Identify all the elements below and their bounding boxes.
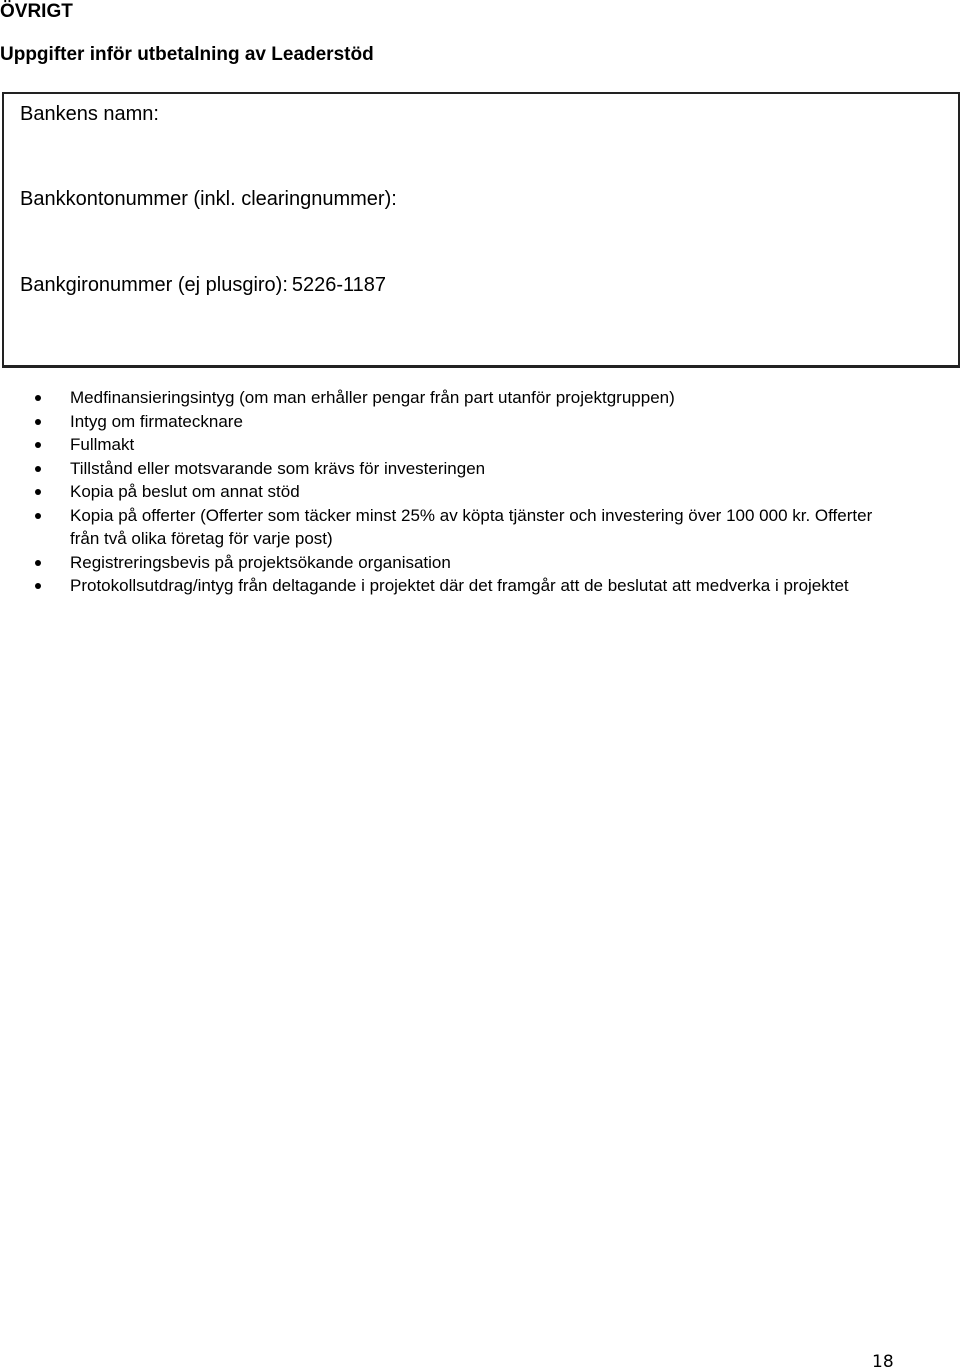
account-number-field[interactable] [20,187,401,211]
bankgiro-label: Bankgironummer (ej plusgiro): [20,274,288,296]
list-item [0,433,900,457]
bankgiro-value: 5226-1187 [291,274,387,296]
attachment-list [0,386,900,598]
list-item [0,410,900,434]
bank-name-label: Bankens namn: [20,103,159,125]
payment-details-heading: Uppgifter inför utbetalning av Leaderstöd [0,44,374,65]
bullet-icon [35,395,41,401]
bullet-icon [35,583,41,589]
page-number: 18 [872,1352,894,1372]
bankgiro-field[interactable] [20,273,386,297]
list-item [0,386,900,410]
list-item-text: Medfinansieringsintyg (om man erhåller pengar från part utanför projektgruppen) [70,388,675,407]
list-item-text: Kopia på beslut om annat stöd [70,482,300,501]
list-item-text: Protokollsutdrag/intyg från deltagande i projektet där det framgår att de beslutat att medverka i projektet [70,576,849,595]
list-item-text: Intyg om firmatecknare [70,411,243,431]
list-item [0,504,900,551]
list-item [0,457,900,481]
bullet-icon [35,466,41,472]
list-item-text: Tillstånd eller motsvarande som krävs för investeringen [70,458,486,478]
bullet-icon [35,513,41,519]
account-number-label: Bankkontonummer (inkl. clearingnummer): [20,188,397,210]
list-item-text: Registreringsbevis på projektsökande organisation [70,552,451,572]
section-heading: ÖVRIGT [0,1,73,22]
list-item [0,480,900,504]
bank-name-field[interactable] [20,102,163,126]
bank-details-box [2,92,960,368]
list-item [0,551,900,575]
bullet-icon [35,419,41,425]
list-item [0,574,900,598]
bullet-icon [35,489,41,495]
bullet-icon [35,442,41,448]
list-item-text: Kopia på offerter (Offerter som täcker minst 25% av köpta tjänster och investering över 100 000 kr. Offerter från två olika företag för varje post) [70,505,873,548]
list-item-text: Fullmakt [70,435,135,454]
bullet-icon [35,560,41,566]
